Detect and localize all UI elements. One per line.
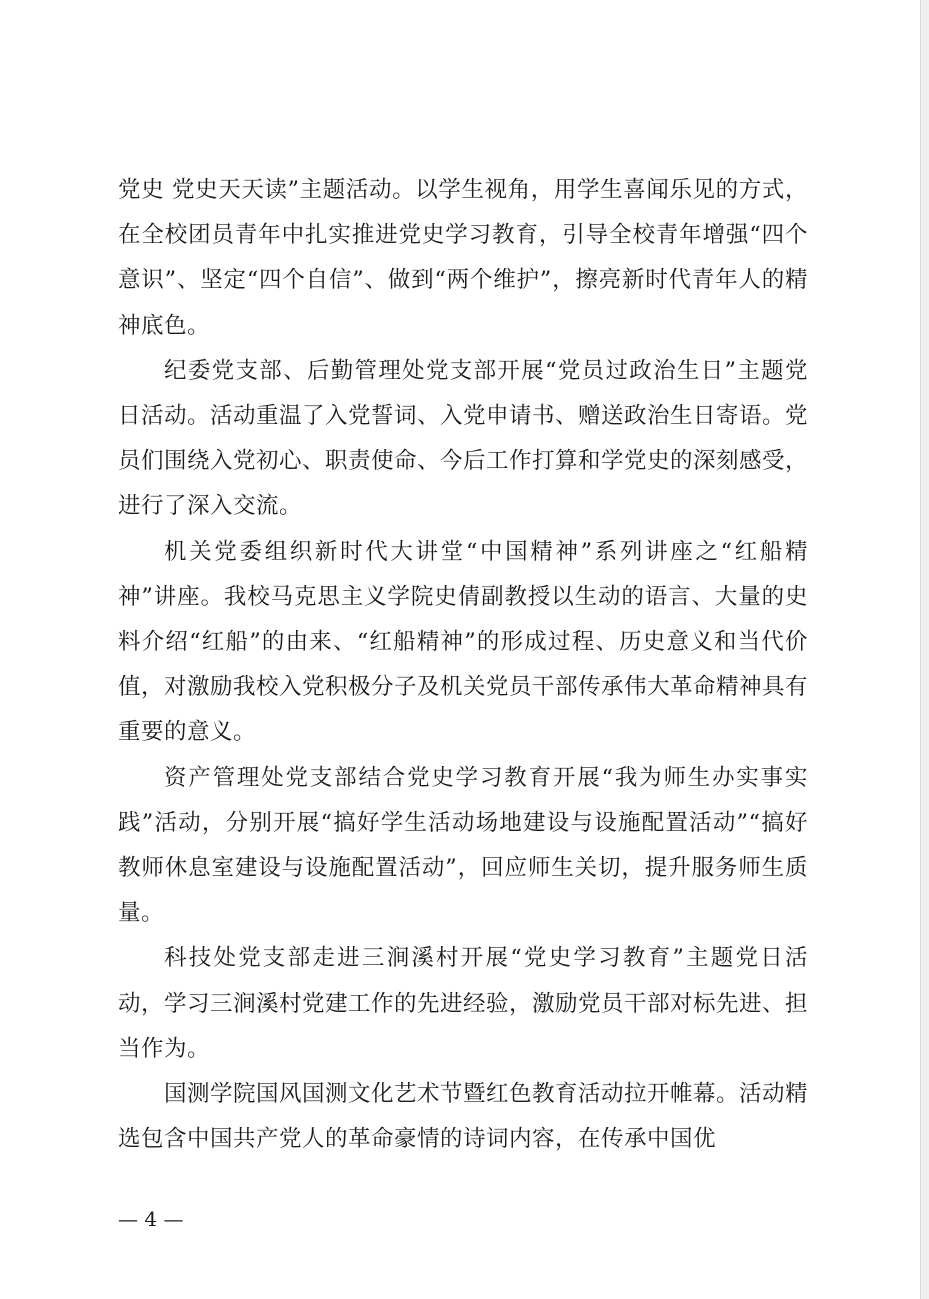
page-edge [921,0,929,1299]
paragraph-3: 机关党委组织新时代大讲堂“中国精神”系列讲座之“红船精神”讲座。我校马克思主义学院史倩副教授以生动的语言、大量的史料介绍“红船”的由来、“红船精神”的形成过程、历史意义和当代价值，对激励我校入党积极分子及机关党员干部传承伟大革命精神具有重要的意义。 [118,538,809,746]
paragraph-4: 资产管理处党支部结合党史学习教育开展“我为师生办实事实践”活动，分别开展“搞好学生活动场地建设与设施配置活动”“搞好教师休息室建设与设施配置活动”，回应师生关切，提升服务师生质量。 [118,764,808,927]
paragraph-5: 科技处党支部走进三涧溪村开展“党史学习教育”主题党日活动，学习三涧溪村党建工作的先进经验，激励党员干部对标先进、担当作为。 [118,945,809,1062]
paragraph-1: 党史 党史天天读”主题活动。以学生视角，用学生喜闻乐见的方式，在全校团员青年中扎实推进党史学习教育，引导全校青年增强“四个意识”、坚定“四个自信”、做到“两个维护”，擦亮新时代青年人的精神底色。 [118,177,808,339]
document-body [118,168,808,1162]
page-number: — 4 — [118,1207,184,1231]
paragraph-6: 国测学院国风国测文化艺术节暨红色教育活动拉开帷幕。活动精选包含中国共产党人的革命豪情的诗词内容，在传承中国优 [118,1081,809,1153]
paragraph-2: 纪委党支部、后勤管理处党支部开展“党员过政治生日”主题党日活动。活动重温了入党誓词、入党申请书、赠送政治生日寄语。党员们围绕入党初心、职责使命、今后工作打算和学党史的深刻感受，进行了深入交流。 [118,357,809,520]
